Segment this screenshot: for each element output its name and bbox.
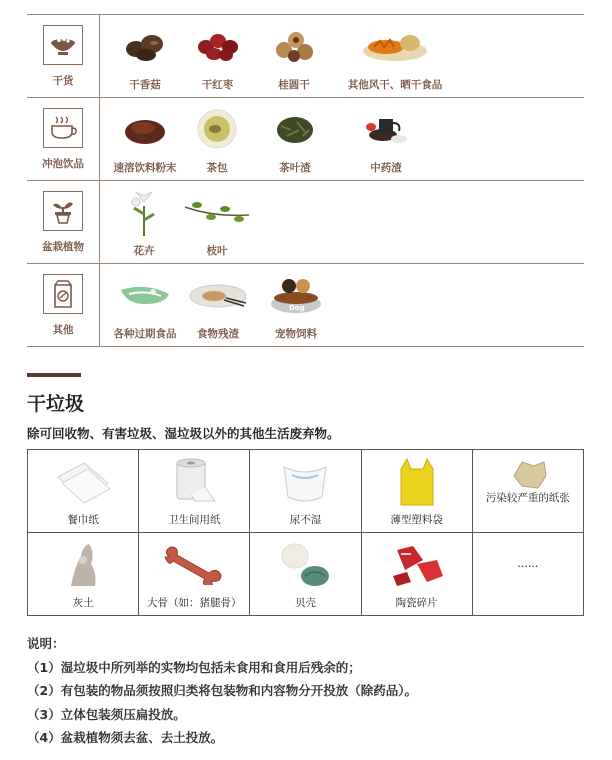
bowl-text: Dog xyxy=(289,304,305,312)
note-item: （3）立体包装须压扁投放。 xyxy=(27,706,186,722)
food-bag-icon xyxy=(43,274,83,314)
dry-item-dust: 灰土 xyxy=(28,533,139,616)
dry-item-thin-plastic-bag: 薄型塑料袋 xyxy=(361,450,472,533)
item-herbal-residue: 中药渣 xyxy=(356,98,416,180)
item-food-scraps: 食物残渣 xyxy=(188,264,248,346)
dry-item-ellipsis: …… xyxy=(472,533,583,616)
section-description: 除可回收物、有害垃圾、湿垃圾以外的其他生活废弃物。 xyxy=(27,426,340,441)
item-dried-mushroom: 干香菇 xyxy=(120,15,170,97)
note-item: （4）盆栽植物须去盆、去土投放。 xyxy=(27,730,224,745)
dry-item-big-bone: 大骨（如：猪腿骨） xyxy=(139,533,250,616)
bowl-icon xyxy=(43,25,83,65)
dry-item-ceramic-shards: 陶瓷碎片 xyxy=(361,533,472,616)
wet-row-other xyxy=(27,264,584,347)
item-tea-leaves: 茶叶渣 xyxy=(272,98,318,180)
item-dried-longan: 桂圆干 xyxy=(272,15,316,97)
item-red-dates: 干红枣 xyxy=(195,15,240,97)
dry-item-napkins: 餐巾纸 xyxy=(28,450,139,533)
item-sun-dried-food: 其他风干、晒干食品 xyxy=(340,15,450,97)
potted-plant-icon xyxy=(43,191,83,231)
category-cell xyxy=(27,15,100,97)
section-accent-bar xyxy=(27,373,81,377)
category-cell xyxy=(27,98,100,180)
item-expired-food: 各种过期食品 xyxy=(105,264,185,346)
category-label: 盆栽植物 xyxy=(42,241,84,253)
wet-garbage-table xyxy=(27,14,584,347)
category-cell xyxy=(27,181,100,263)
category-cell xyxy=(27,264,100,346)
dry-item-soiled-paper: 污染较严重的纸张 xyxy=(472,450,583,533)
notes-heading: 说明： xyxy=(27,636,65,651)
notes xyxy=(27,632,417,750)
wet-row-drinks xyxy=(27,98,584,181)
dry-item-shells: 贝壳 xyxy=(250,533,361,616)
item-flowers: 花卉 xyxy=(122,181,166,263)
section-title: 干垃圾 xyxy=(27,393,85,415)
dry-garbage-table xyxy=(27,449,584,616)
item-tea-bag: 茶包 xyxy=(195,98,239,180)
dry-item-diaper: 尿不湿 xyxy=(250,450,361,533)
wet-row-dry-goods xyxy=(27,15,584,98)
dry-item-toilet-paper: 卫生间用纸 xyxy=(139,450,250,533)
cup-icon xyxy=(43,108,83,148)
category-label: 干货 xyxy=(52,75,74,87)
item-pet-food: Dog 宠物饲料 xyxy=(268,264,324,346)
item-branches-leaves: 枝叶 xyxy=(182,181,252,263)
note-item: （1）湿垃圾中所列举的实物均包括未食用和食用后残余的； xyxy=(27,659,361,675)
category-label: 其他 xyxy=(52,324,74,336)
wet-row-potted-plants xyxy=(27,181,584,264)
category-label: 冲泡饮品 xyxy=(42,158,84,170)
item-instant-drink-powder: 速溶饮料粉末 xyxy=(108,98,182,180)
note-item: （2）有包装的物品须按照归类将包装物和内容物分开投放（除药品）。 xyxy=(27,683,417,698)
